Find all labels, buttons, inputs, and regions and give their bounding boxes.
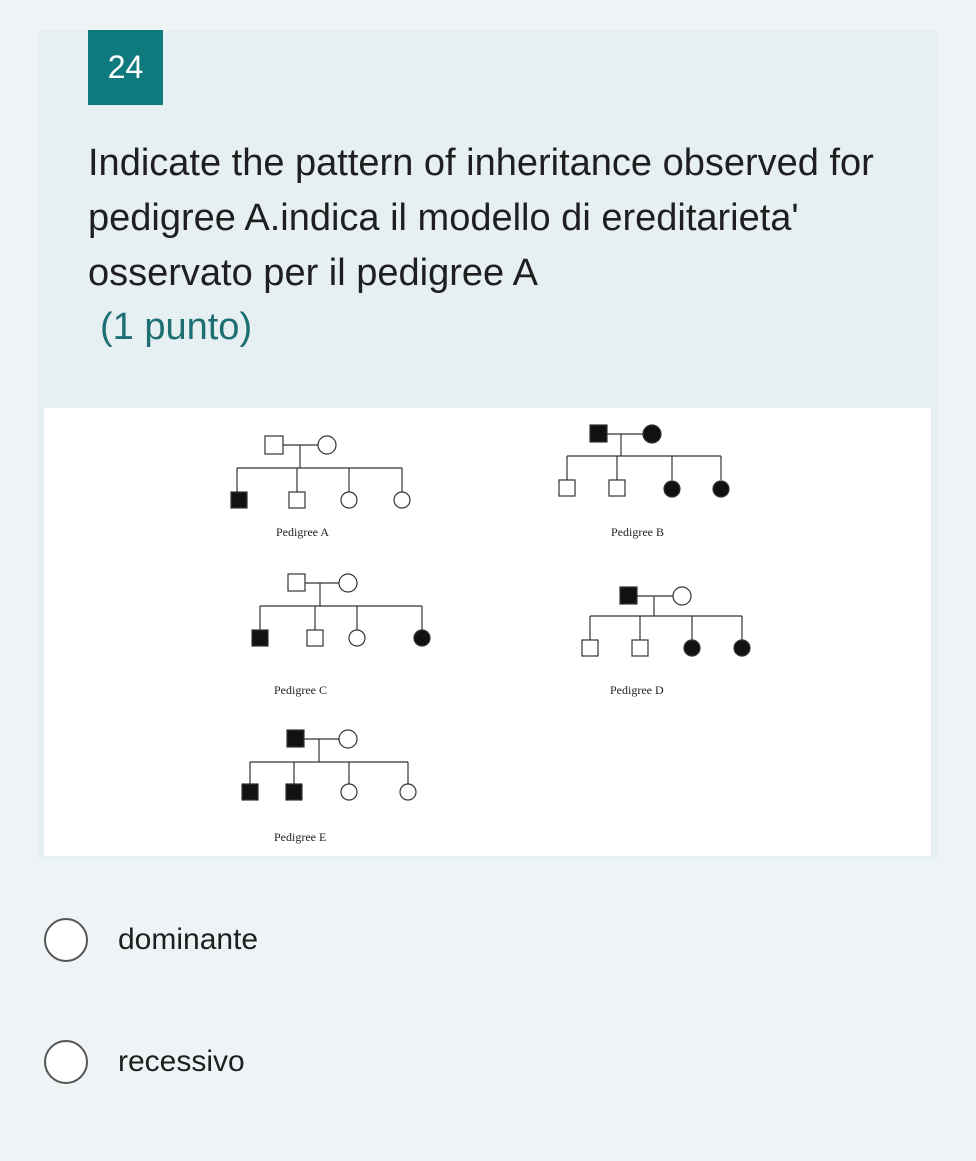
pedigree-e bbox=[242, 730, 416, 800]
option-recessivo[interactable] bbox=[44, 1037, 245, 1087]
pedigree-a bbox=[231, 436, 410, 508]
radio-button[interactable] bbox=[44, 1040, 88, 1084]
pedigree-b-label: Pedigree B bbox=[611, 525, 664, 539]
pedigree-c-label: Pedigree C bbox=[274, 683, 327, 697]
pedigree-diagram bbox=[44, 408, 931, 856]
pedigree-b bbox=[559, 425, 729, 497]
radio-button[interactable] bbox=[44, 918, 88, 962]
question-number-text: 24 bbox=[107, 49, 144, 85]
question-number bbox=[88, 30, 163, 105]
pedigree-d bbox=[582, 587, 750, 656]
question-points: (1 punto) bbox=[100, 306, 253, 348]
pedigree-c bbox=[252, 574, 430, 646]
pedigree-d-label: Pedigree D bbox=[610, 683, 664, 697]
pedigree-a-label: Pedigree A bbox=[276, 525, 329, 539]
pedigree-e-label: Pedigree E bbox=[274, 830, 327, 844]
pedigree-figure bbox=[44, 408, 931, 856]
option-dominante[interactable] bbox=[44, 915, 258, 965]
question-text: Indicate the pattern of inheritance observed for pedigree A.indica il modello di ereditarieta' osservato per il pedigree A bbox=[88, 142, 874, 294]
option-label: dominante bbox=[118, 923, 259, 956]
option-label: recessivo bbox=[118, 1045, 245, 1078]
